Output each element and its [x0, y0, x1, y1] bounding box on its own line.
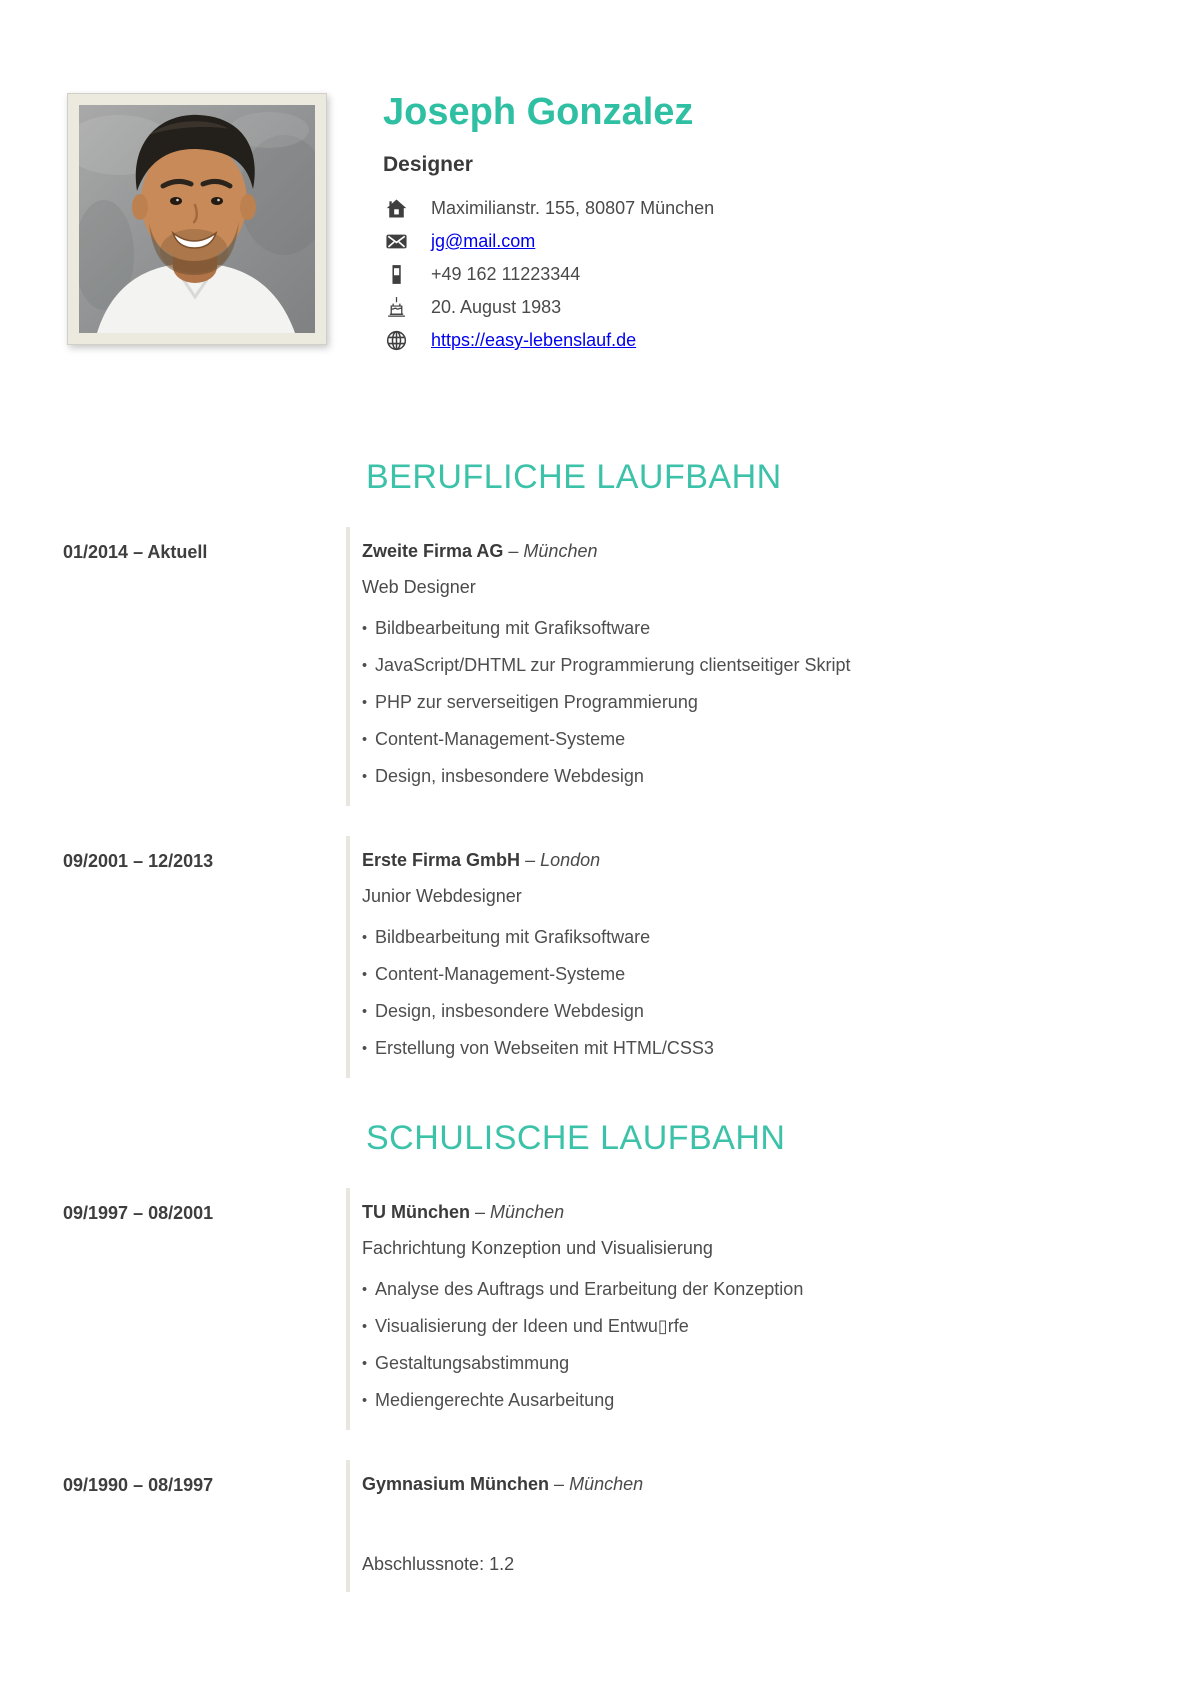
organization-location: München — [523, 541, 598, 561]
bullet-item: • JavaScript/DHTML zur Programmierung clientseitiger Skript — [362, 648, 1151, 685]
section-education — [0, 1118, 1191, 1592]
entry-title — [362, 1200, 1151, 1224]
mobile-phone-icon — [383, 263, 409, 286]
final-grade-note: Abschlussnote: 1.2 — [362, 1554, 515, 1574]
birthday-text: 20. August 1983 — [431, 297, 562, 317]
bullet-item: • Gestaltungsabstimmung — [362, 1346, 1151, 1383]
title-separator: – — [554, 1474, 565, 1494]
work-entry-2 — [0, 836, 1191, 1078]
education-entry-2 — [0, 1460, 1191, 1592]
profile-photo — [79, 105, 315, 333]
entry-bullet-list — [362, 611, 1151, 796]
phone-text: +49 162 11223344 — [431, 264, 581, 284]
address-text: Maximilianstr. 155, 80807 München — [431, 198, 715, 218]
bullet-item: • Mediengerechte Ausarbeitung — [362, 1383, 1151, 1420]
entry-bullet-list — [362, 920, 1151, 1068]
bullet-item: • Bildbearbeitung mit Grafiksoftware — [362, 920, 1151, 957]
section-heading-work: BERUFLICHE LAUFBAHN — [366, 458, 782, 496]
entry-field-of-study: Fachrichtung Konzeption und Visualisierung — [362, 1238, 713, 1258]
section-heading-education: SCHULISCHE LAUFBAHN — [366, 1119, 786, 1157]
contact-list — [383, 192, 1191, 357]
bullet-item: • Design, insbesondere Webdesign — [362, 759, 1151, 796]
birthday-cake-icon — [383, 296, 409, 319]
contact-row-phone — [383, 258, 1191, 291]
entry-date: 09/2001 – 12/2013 — [63, 851, 214, 871]
title-separator: – — [475, 1202, 486, 1222]
organization-location: London — [540, 850, 601, 870]
email-link[interactable]: jg@mail.com — [431, 231, 536, 251]
title-separator: – — [508, 541, 519, 561]
bullet-item: • PHP zur serverseitigen Programmierung — [362, 685, 1151, 722]
organization-name: Gymnasium München — [362, 1474, 550, 1494]
organization-name: Erste Firma GmbH — [362, 850, 521, 870]
contact-row-address — [383, 192, 1191, 225]
contact-row-website — [383, 324, 1191, 357]
entry-role: Junior Webdesigner — [362, 886, 522, 906]
contact-row-birthday — [383, 291, 1191, 324]
work-entry-1 — [0, 527, 1191, 806]
bullet-item: • Bildbearbeitung mit Grafiksoftware — [362, 611, 1151, 648]
title-separator: – — [525, 850, 536, 870]
entry-body — [346, 1460, 1191, 1592]
entry-date: 09/1990 – 08/1997 — [63, 1475, 214, 1495]
bullet-item: • Visualisierung der Ideen und Entwu▯rfe — [362, 1309, 1151, 1346]
globe-icon — [383, 329, 409, 352]
entry-title — [362, 1472, 1151, 1496]
bullet-item: • Erstellung von Webseiten mit HTML/CSS3 — [362, 1031, 1151, 1068]
mail-icon — [383, 230, 409, 253]
contact-row-email — [383, 225, 1191, 258]
organization-name: TU München — [362, 1202, 470, 1222]
bullet-item: • Content-Management-Systeme — [362, 722, 1151, 759]
entry-date: 01/2014 – Aktuell — [63, 542, 208, 562]
entry-bullet-list — [362, 1272, 1151, 1420]
organization-name: Zweite Firma AG — [362, 541, 504, 561]
entry-role: Web Designer — [362, 577, 476, 597]
person-job-title: Designer — [383, 153, 473, 176]
website-link[interactable]: https://easy-lebenslauf.de — [431, 330, 637, 350]
education-entry-1 — [0, 1188, 1191, 1430]
home-icon — [383, 197, 409, 220]
entry-title — [362, 539, 1151, 563]
organization-location: München — [569, 1474, 644, 1494]
entry-body — [346, 1188, 1191, 1430]
organization-location: München — [490, 1202, 565, 1222]
section-work-history — [0, 457, 1191, 1078]
entry-body — [346, 527, 1191, 806]
profile-photo-frame — [67, 93, 327, 345]
entry-title — [362, 848, 1151, 872]
bullet-item: • Analyse des Auftrags und Erarbeitung der Konzeption — [362, 1272, 1151, 1309]
bullet-item: • Content-Management-Systeme — [362, 957, 1151, 994]
bullet-item: • Design, insbesondere Webdesign — [362, 994, 1151, 1031]
header — [383, 0, 1191, 357]
entry-body — [346, 836, 1191, 1078]
person-name: Joseph Gonzalez — [383, 91, 694, 133]
entry-date: 09/1997 – 08/2001 — [63, 1203, 214, 1223]
